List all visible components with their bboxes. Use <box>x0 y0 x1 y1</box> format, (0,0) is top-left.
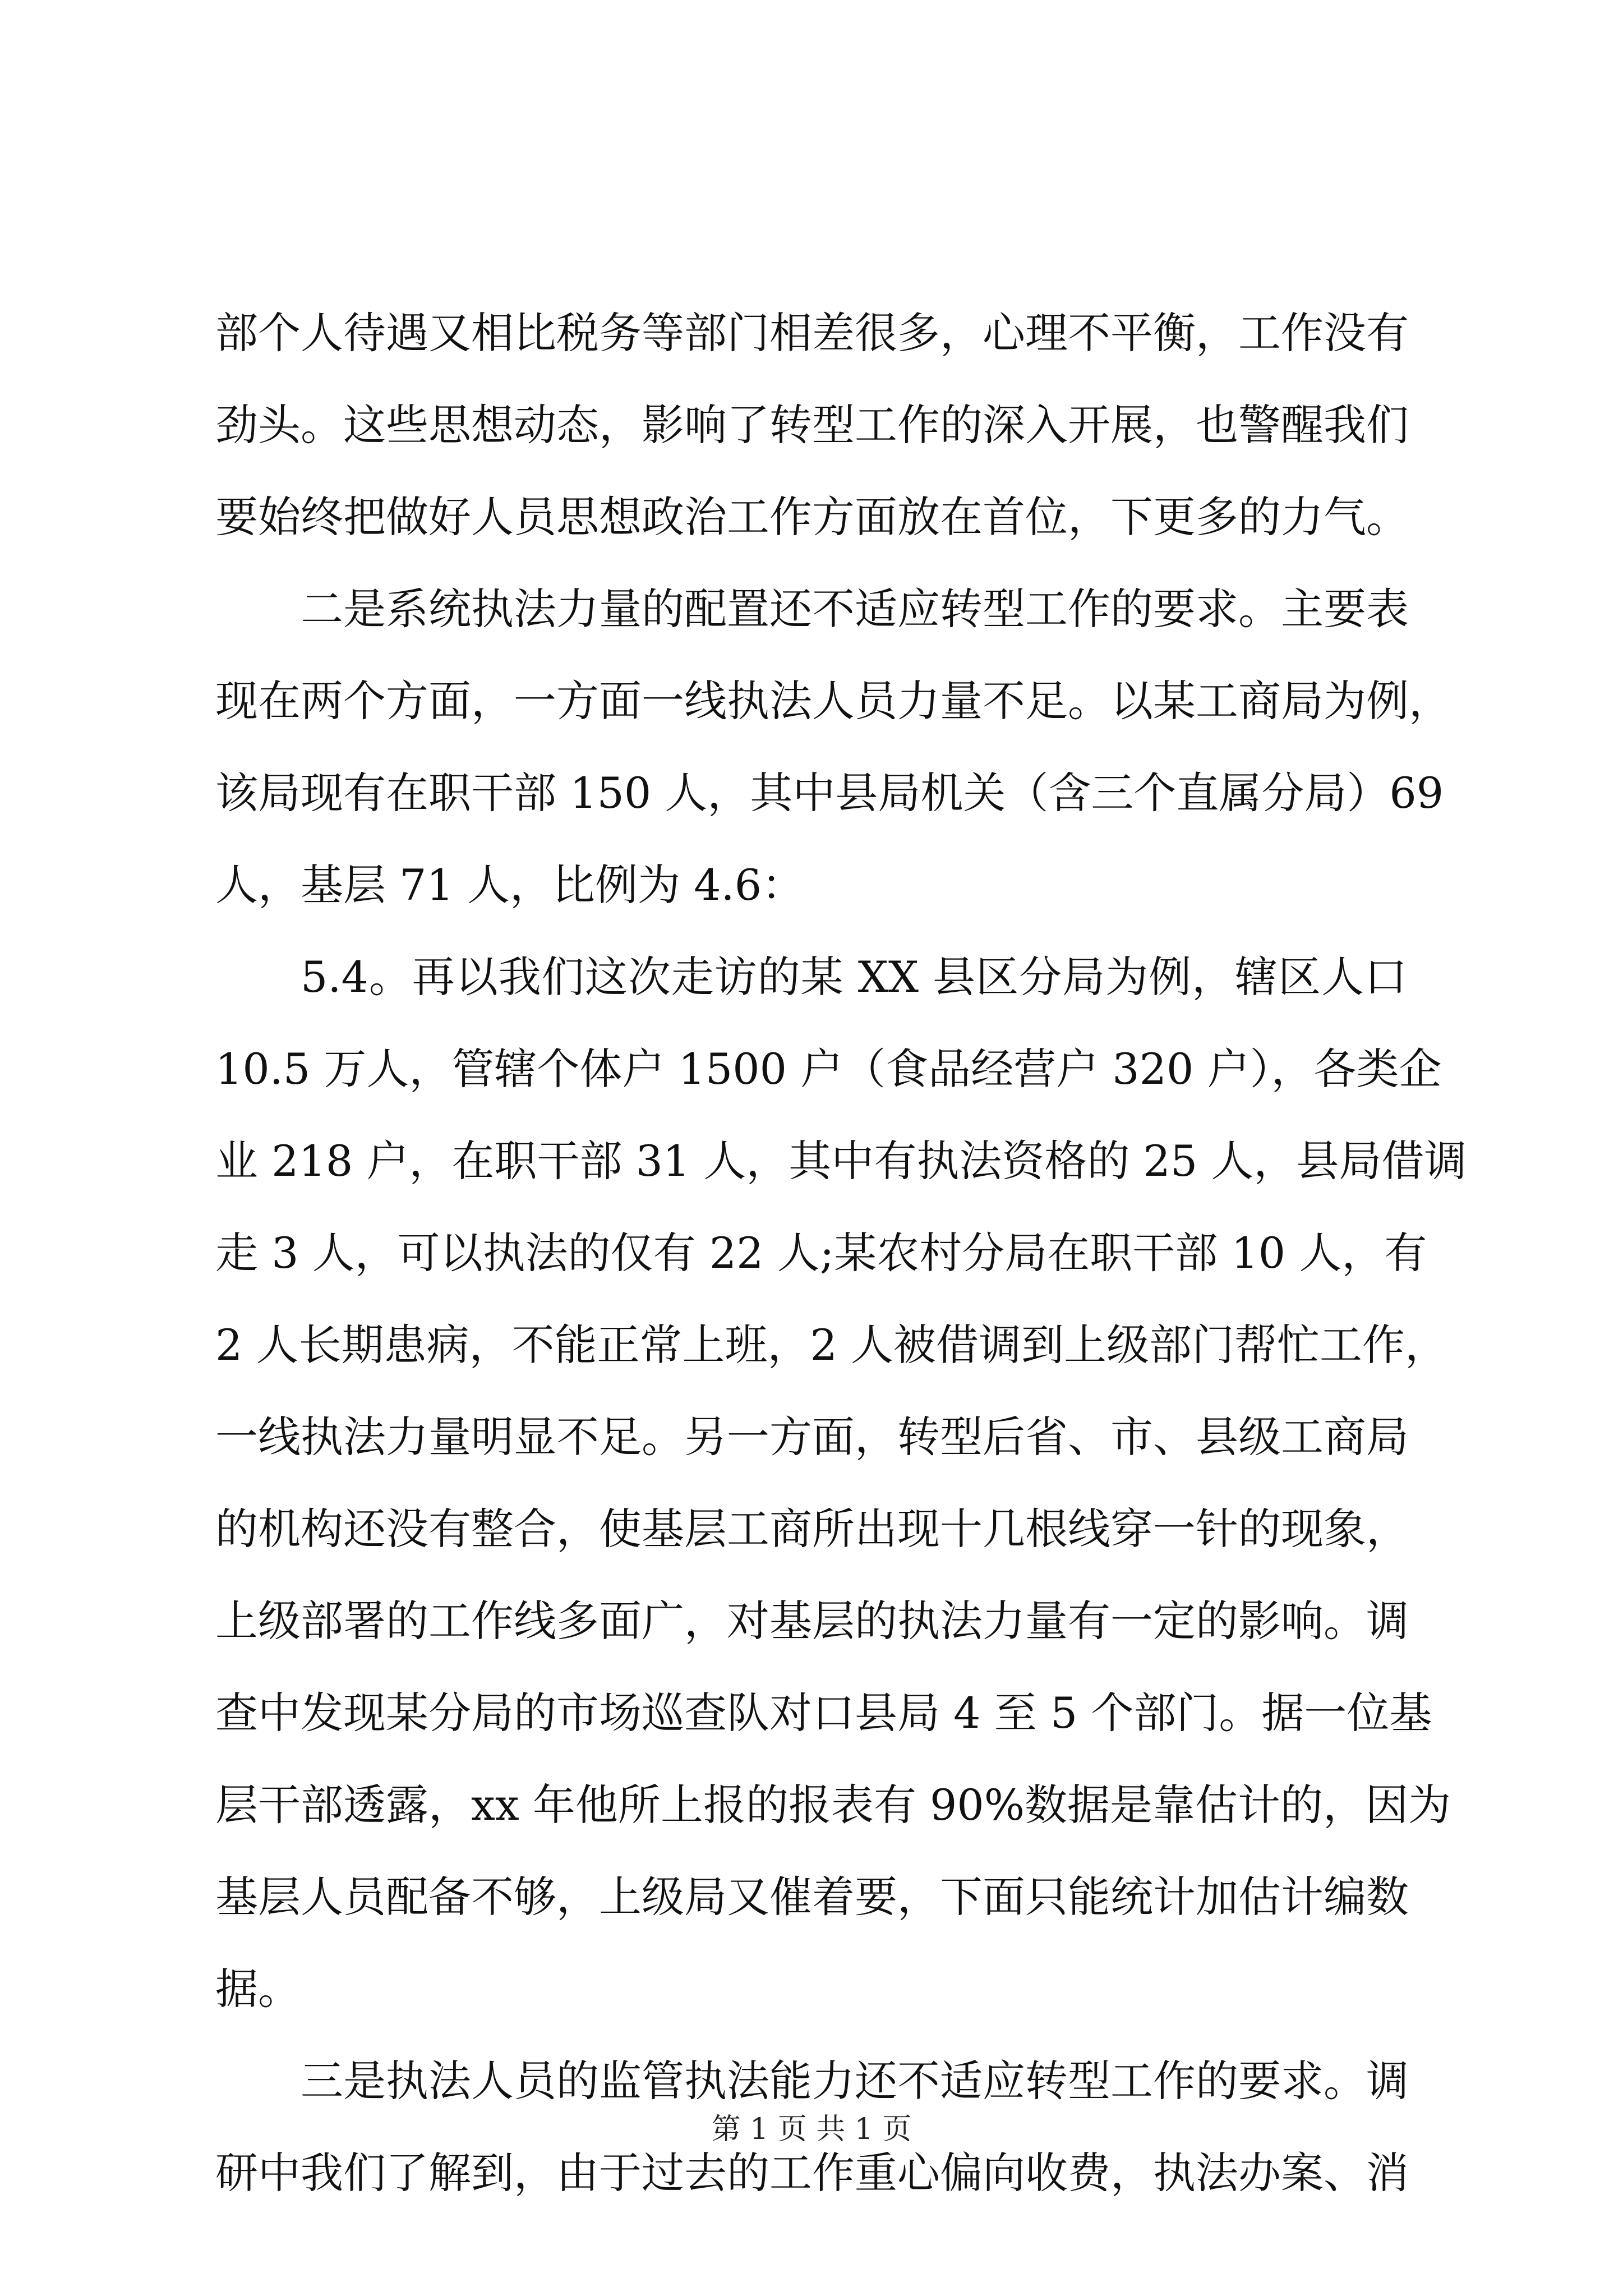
text-line: 劲头。这些思想动态，影响了转型工作的深入开展，也警醒我们 <box>215 400 1409 450</box>
body-text <box>215 287 1467 2219</box>
page-footer: 第 1 页 共 1 页 <box>711 2113 912 2146</box>
text-line: 据。 <box>215 1964 301 2014</box>
text-line: 一线执法力量明显不足。另一方面，转型后省、市、县级工商局 <box>215 1412 1409 1462</box>
text-line: 查中发现某分局的市场巡查队对口县局 4 至 5 个部门。据一位基 <box>215 1688 1432 1738</box>
text-line: 走 3 人，可以执法的仅有 22 人;某农村分局在职干部 10 人，有 <box>215 1228 1427 1278</box>
text-line: 2 人长期患病，不能正常上班，2 人被借调到上级部门帮忙工作， <box>215 1320 1448 1370</box>
text-line: 现在两个方面，一方面一线执法人员力量不足。以某工商局为例， <box>215 676 1451 726</box>
text-line: 要始终把做好人员思想政治工作方面放在首位，下更多的力气。 <box>215 492 1409 542</box>
text-line: 基层人员配备不够，上级局又催着要，下面只能统计加估计编数 <box>215 1872 1409 1922</box>
text-line: 研中我们了解到，由于过去的工作重心偏向收费，执法办案、消 <box>215 2148 1409 2198</box>
text-line: 二是系统执法力量的配置还不适应转型工作的要求。主要表 <box>301 584 1409 634</box>
text-line: 5.4。再以我们这次走访的某 XX 县区分局为例，辖区人口 <box>301 952 1407 1002</box>
text-line: 上级部署的工作线多面广，对基层的执法力量有一定的影响。调 <box>215 1596 1409 1646</box>
text-line: 该局现有在职干部 150 人，其中县局机关（含三个直属分局）69 <box>215 768 1444 818</box>
text-line: 10.5 万人，管辖个体户 1500 户（食品经营户 320 户），各类企 <box>215 1044 1442 1094</box>
text-line: 层干部透露，xx 年他所上报的报表有 90%数据是靠估计的，因为 <box>215 1780 1451 1830</box>
text-line: 业 218 户，在职干部 31 人，其中有执法资格的 25 人，县局借调 <box>215 1136 1467 1186</box>
text-line: 人，基层 71 人，比例为 4.6： <box>215 860 805 910</box>
text-line: 三是执法人员的监管执法能力还不适应转型工作的要求。调 <box>301 2056 1409 2106</box>
text-line: 部个人待遇又相比税务等部门相差很多，心理不平衡，工作没有 <box>215 308 1409 358</box>
text-line: 的机构还没有整合，使基层工商所出现十几根线穿一针的现象， <box>215 1504 1409 1554</box>
